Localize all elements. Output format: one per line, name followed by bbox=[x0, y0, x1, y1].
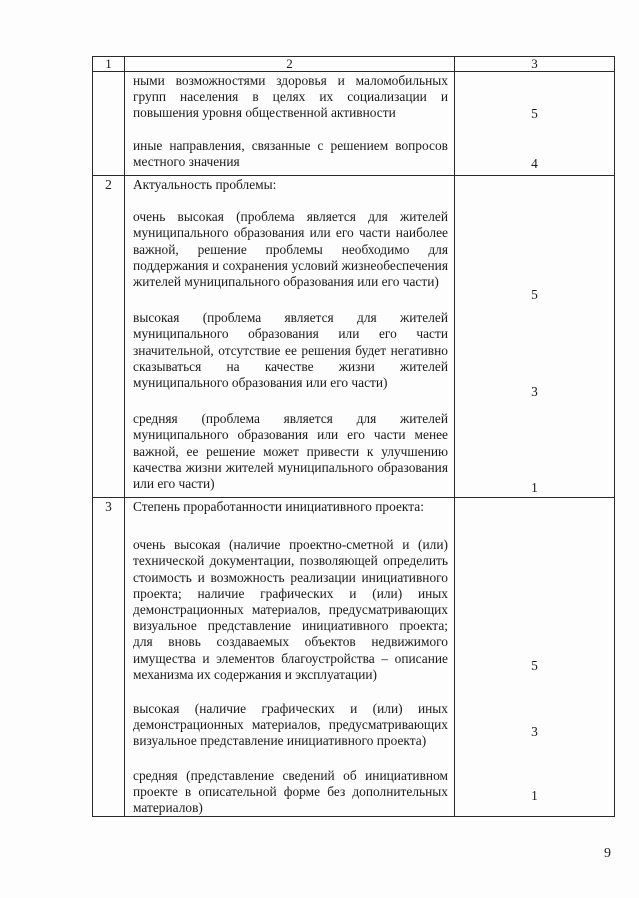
score-cell bbox=[455, 72, 615, 176]
score-cell bbox=[455, 498, 615, 817]
table-row bbox=[93, 498, 615, 817]
criterion-text: средняя (проблема является для жителей муниципального образования или его части менее важной, ее решение может привести к улучшению качества жизни жителей муниципального образования или его части) bbox=[133, 411, 448, 492]
table-header-row bbox=[93, 57, 615, 72]
table-row bbox=[93, 72, 615, 176]
score-cell bbox=[455, 176, 615, 498]
criterion-text: ными возможностями здоровья и маломобильных групп населения в целях их социализации и повышения уровня общественной активности bbox=[133, 73, 448, 121]
score-value: 5 bbox=[531, 287, 538, 302]
score-value: 1 bbox=[531, 480, 538, 495]
criterion-text: высокая (наличие графических и (или) иных демонстрационных материалов, предусматривающих визуальное представление инициативного проекта) bbox=[133, 701, 448, 749]
criterion-cell bbox=[125, 498, 455, 817]
score-value: 5 bbox=[531, 106, 538, 121]
criterion-text: высокая (проблема является для жителей муниципального образования или его части значительной, отсутствие ее решения будет негативно сказываться на качестве жизни жителей муниципального образования или его части) bbox=[133, 310, 448, 391]
row-number bbox=[93, 72, 125, 176]
criteria-table bbox=[92, 56, 615, 817]
header-col-3: 3 bbox=[455, 57, 615, 72]
score-value: 3 bbox=[531, 724, 538, 739]
row-number: 3 bbox=[93, 498, 125, 817]
criterion-title: Актуальность проблемы: bbox=[133, 177, 277, 192]
criterion-text: средняя (представление сведений об инициативном проекте в описательной форме без дополнительных материалов) bbox=[133, 767, 448, 816]
criterion-text: очень высокая (наличие проектно-сметной и (или) технической документации, позволяющей определить стоимость и возможность реализации инициативного проекта; наличие графических и (или) иных демонстрационных материалов, предусматривающих визуальное представление инициативного проекта; для вновь создаваемых объектов недвижимого имущества и элементов благоустройства – описание механизма их содержания и эксплуатации) bbox=[133, 537, 448, 682]
row-number: 2 bbox=[93, 176, 125, 498]
score-value: 5 bbox=[531, 658, 538, 673]
score-value: 1 bbox=[531, 788, 538, 803]
criterion-cell bbox=[125, 176, 455, 498]
header-col-2: 2 bbox=[125, 57, 455, 72]
criterion-cell bbox=[125, 72, 455, 176]
criterion-text: очень высокая (проблема является для жителей муниципального образования или его части наиболее важной, решение проблемы необходимо для поддержания и сохранения условий жизнеобеспечения жителей муниципального образования или его части) bbox=[133, 209, 448, 290]
page-number: 9 bbox=[604, 846, 611, 861]
header-col-1: 1 bbox=[93, 57, 125, 72]
criterion-title: Степень проработанности инициативного проекта: bbox=[133, 499, 424, 514]
score-value: 3 bbox=[531, 384, 538, 399]
score-value: 4 bbox=[531, 156, 538, 171]
table-row bbox=[93, 176, 615, 498]
criterion-text: иные направления, связанные с решением вопросов местного значения bbox=[133, 137, 448, 169]
